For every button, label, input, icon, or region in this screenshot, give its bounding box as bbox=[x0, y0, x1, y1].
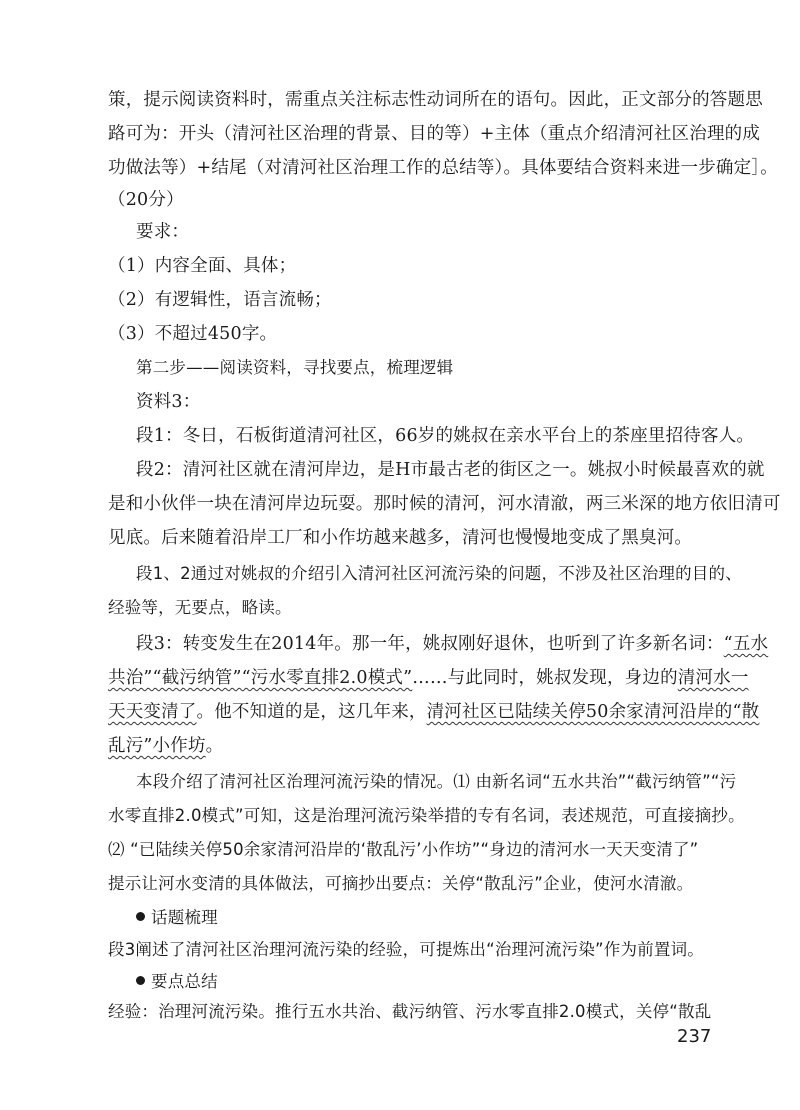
paragraph-2-line-3: 见底。后来随着沿岸工厂和小作坊越来越多，清河也慢慢地变成了黑臭河。 bbox=[108, 528, 693, 548]
bullet-icon bbox=[136, 976, 145, 985]
requirements-title: 要求： bbox=[136, 222, 190, 242]
paragraph-3-text: 。 bbox=[205, 736, 224, 756]
paragraph-3-line-3 bbox=[108, 700, 759, 724]
highlighted-phrase: 清河社区已陆续关停50余家清河沿岸的“散 bbox=[426, 702, 760, 722]
paragraph-2-line-1: 段2：清河社区就在清河岸边，是H市最古老的街区之一。姚叔小时候最喜欢的就 bbox=[136, 460, 765, 480]
highlighted-phrase: 清河水一 bbox=[677, 668, 749, 688]
paragraph-1: 段1：冬日，石板街道清河社区，66岁的姚叔在亲水平台上的茶座里招待客人。 bbox=[136, 426, 755, 446]
step2-title: 第二步——阅读资料，寻找要点，梳理逻辑 bbox=[136, 358, 454, 377]
requirement-item-2: （2）有逻辑性，语言流畅； bbox=[108, 290, 332, 310]
highlighted-term: “五水 bbox=[723, 634, 769, 654]
summary-heading bbox=[136, 970, 218, 994]
note-line-1: 段1、2通过对姚叔的介绍引入清河社区河流污染的问题，不涉及社区治理的目的、 bbox=[136, 564, 742, 583]
highlighted-phrase: 天天变清了 bbox=[108, 702, 197, 722]
highlighted-phrase: 乱污”小作坊 bbox=[108, 736, 206, 756]
requirement-item-3: （3）不超过450字。 bbox=[108, 324, 278, 344]
paragraph-3-text: ……与此同时，姚叔发现，身边的 bbox=[412, 668, 678, 688]
bullet-icon bbox=[136, 912, 145, 921]
paragraph-3-line-2 bbox=[108, 666, 749, 690]
summary-text: 经验：治理河流污染。推行五水共治、截污纳管、污水零直排2.0模式，关停“散乱 bbox=[108, 1002, 712, 1021]
topic-heading bbox=[136, 906, 218, 930]
paragraph-3-line-1 bbox=[136, 632, 768, 656]
intro-score: （20分） bbox=[108, 190, 184, 210]
paragraph-3-text: 。他不知道的是，这几年来， bbox=[196, 702, 427, 722]
paragraph-3-text: 段3：转变发生在2014年。那一年，姚叔刚好退休，也听到了许多新名词： bbox=[136, 634, 724, 654]
analysis-line-2: 水零直排2.0模式”可知，这是治理河流污染举措的专有名词，表述规范，可直接摘抄。 bbox=[108, 806, 745, 825]
intro-line-2: 路可为：开头（清河社区治理的背景、目的等）+主体（重点介绍清河社区治理的成 bbox=[108, 124, 761, 144]
topic-text: 段3阐述了清河社区治理河流污染的经验，可提炼出“治理河流污染”作为前置词。 bbox=[108, 940, 704, 959]
intro-line-1: 策，提示阅读资料时，需重点关注标志性动词所在的语句。因此，正文部分的答题思 bbox=[108, 90, 763, 110]
paragraph-3-line-4 bbox=[108, 734, 223, 758]
intro-line-3: 功做法等）+结尾（对清河社区治理工作的总结等）。具体要结合资料来进一步确定］。 bbox=[108, 158, 778, 178]
requirement-item-1: （1）内容全面、具体； bbox=[108, 256, 297, 276]
highlighted-terms: 共治”“截污纳管”“污水零直排2.0模式” bbox=[108, 668, 413, 688]
analysis-line-4: 提示让河水变清的具体做法，可摘抄出要点：关停“散乱污”企业，使河水清澈。 bbox=[108, 874, 694, 893]
material-label: 资料3： bbox=[136, 392, 201, 412]
paragraph-2-line-2: 是和小伙伴一块在清河岸边玩耍。那时候的清河，河水清澈，两三米深的地方依旧清可 bbox=[108, 494, 781, 514]
analysis-line-3: ⑵ “已陆续关停50余家清河沿岸的‘散乱污’小作坊”“身边的清河水一天天变清了” bbox=[108, 840, 699, 859]
topic-heading-text: 话题梳理 bbox=[151, 908, 218, 927]
page-number: 237 bbox=[677, 1026, 712, 1047]
note-line-2: 经验等，无要点，略读。 bbox=[108, 598, 292, 617]
summary-heading-text: 要点总结 bbox=[151, 972, 218, 991]
analysis-line-1: 本段介绍了清河社区治理河流污染的情况。⑴ 由新名词“五水共治”“截污纳管”“污 bbox=[136, 772, 737, 791]
